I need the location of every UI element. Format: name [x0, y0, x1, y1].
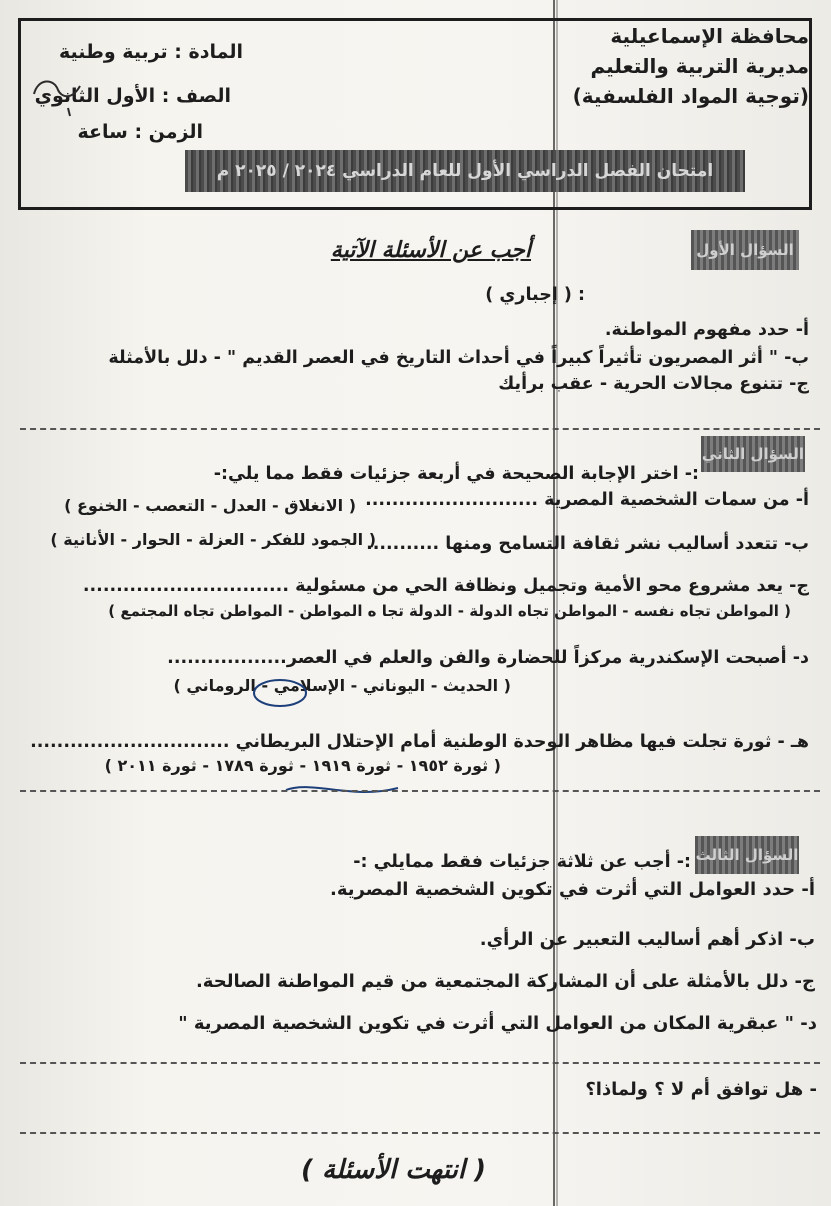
divider-4 — [20, 1132, 820, 1134]
q3-badge: السؤال الثالث — [695, 836, 799, 874]
q3-part-c: ج- دلل بالأمثلة على أن المشاركة المجتمعية من قيم المواطنة الصالحة. — [195, 971, 815, 992]
q1-part-a: أ- حدد مفهوم المواطنة. — [604, 320, 809, 340]
q3-part-b: ب- اذكر أهم أساليب التعبير عن الرأي. — [479, 929, 815, 950]
q2-part-e-options: ( ثورة ١٩٥٢ - ثورة ١٩١٩ - ثورة ١٧٨٩ - ثورة ٢٠١١ ) — [104, 756, 501, 775]
divider-3 — [20, 1062, 820, 1064]
q2-part-d-options: ( الحديث - اليوناني - الإسلامي - الروماني ) — [173, 676, 511, 695]
q2-part-b: ب- تتعدد أساليب نشر ثقافة التسامح ومنها ........... — [366, 534, 809, 554]
circle-mark — [250, 676, 310, 710]
q1-part-b: ب- " أثر المصريون تأثيراً كبيراً في أحداث التاريخ في العصر القديم " - دلل بالأمثلة — [108, 348, 809, 368]
q2-part-b-options: ( الجمود للفكر - العزلة - الحوار - الأنانية ) — [50, 530, 376, 549]
end-of-questions: ( انتهت الأسئلة ) — [301, 1155, 486, 1185]
subject-label: المادة : تربية وطنية — [58, 41, 243, 63]
q2-part-a-options: ( الانغلاق - العدل - التعصب - الخنوع ) — [64, 496, 356, 515]
time-label: الزمن : ساعة — [77, 121, 203, 143]
q2-part-e: هـ - ثورة تجلت فيها مظاهر الوحدة الوطنية أمام الإحتلال البريطاني .............................. — [30, 732, 809, 752]
divider-1 — [20, 428, 820, 430]
governorate-name: محافظة الإسماعيلية — [610, 24, 809, 48]
q1-badge: السؤال الأول — [691, 230, 799, 270]
grade-label: الصف : الأول الثانوي — [34, 85, 231, 107]
guidance-name: (توجية المواد الفلسفية) — [572, 84, 809, 108]
q2-instruction: :- اختر الإجابة الصحيحة في أربعة جزئيات فقط مما يلي:- — [213, 464, 699, 484]
q1-part-c: ج- تتنوع مجالات الحرية - عقب برأيك — [498, 374, 809, 394]
q3-part-a: أ- حدد العوامل التي أثرت في تكوين الشخصية المصرية. — [330, 879, 815, 900]
directorate-name: مديرية التربية والتعليم — [590, 54, 809, 78]
main-instruction: أجب عن الأسئلة الآتية — [330, 238, 531, 263]
q2-part-d: د- أصبحت الإسكندرية مركزاً للحضارة والفن والعلم في العصر.................. — [167, 648, 809, 668]
q2-part-c-options: ( المواطن تجاه نفسه - المواطن تجاه الدولة - الدولة تجا ه المواطن - المواطن تجاه المجتمع ) — [108, 602, 791, 620]
q2-part-a: أ- من سمات الشخصية المصرية .......................... — [365, 490, 809, 510]
exam-title-banner: امتحان الفصل الدراسي الأول للعام الدراسي ٢٠٢٤ / ٢٠٢٥ م — [185, 150, 745, 192]
q3-part-d-followup: - هل توافق أم لا ؟ ولماذا؟ — [585, 1079, 817, 1100]
q1-note: : ( إجباري ) — [485, 285, 585, 305]
q3-part-d: د- " عبقرية المكان من العوامل التي أثرت في تكوين الشخصية المصرية " — [178, 1013, 817, 1034]
divider-2 — [20, 790, 820, 792]
q2-part-c: ج- يعد مشروع محو الأمية وتجميل ونظافة الحي من مسئولية ............................... — [82, 576, 809, 596]
handwritten-mark — [28, 72, 90, 120]
q3-instruction: :- أجب عن ثلاثة جزئيات فقط ممايلي :- — [353, 852, 691, 872]
q2-badge: السؤال الثاني — [701, 436, 805, 472]
